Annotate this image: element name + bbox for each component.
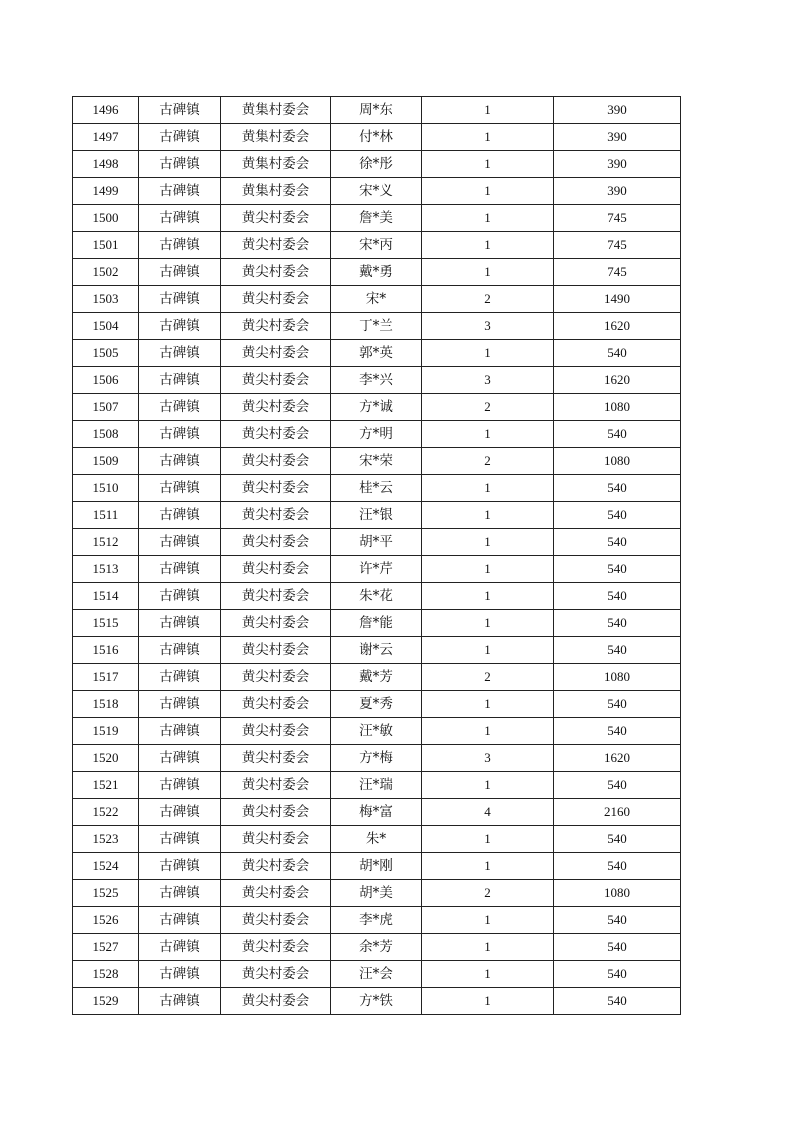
amount-cell: 540 <box>554 691 681 718</box>
village-committee-cell: 黄尖村委会 <box>221 232 331 259</box>
table-row <box>73 475 681 502</box>
amount-cell: 540 <box>554 583 681 610</box>
row-number-cell: 1518 <box>73 691 139 718</box>
row-number-cell: 1511 <box>73 502 139 529</box>
person-name-cell: 夏*秀 <box>331 691 422 718</box>
row-number-cell: 1527 <box>73 934 139 961</box>
village-committee-cell: 黄尖村委会 <box>221 907 331 934</box>
row-number-cell: 1496 <box>73 97 139 124</box>
person-count-cell: 1 <box>422 205 554 232</box>
person-count-cell: 1 <box>422 232 554 259</box>
amount-cell: 540 <box>554 961 681 988</box>
row-number-cell: 1500 <box>73 205 139 232</box>
amount-cell: 745 <box>554 232 681 259</box>
amount-cell: 540 <box>554 556 681 583</box>
person-name-cell: 桂*云 <box>331 475 422 502</box>
person-name-cell: 汪*敏 <box>331 718 422 745</box>
row-number-cell: 1501 <box>73 232 139 259</box>
person-count-cell: 1 <box>422 853 554 880</box>
town-cell: 古碑镇 <box>139 691 221 718</box>
amount-cell: 540 <box>554 475 681 502</box>
row-number-cell: 1522 <box>73 799 139 826</box>
person-name-cell: 梅*富 <box>331 799 422 826</box>
village-committee-cell: 黄尖村委会 <box>221 934 331 961</box>
amount-cell: 540 <box>554 988 681 1015</box>
person-count-cell: 1 <box>422 340 554 367</box>
village-committee-cell: 黄尖村委会 <box>221 313 331 340</box>
row-number-cell: 1499 <box>73 178 139 205</box>
town-cell: 古碑镇 <box>139 961 221 988</box>
table-row <box>73 286 681 313</box>
row-number-cell: 1498 <box>73 151 139 178</box>
amount-cell: 540 <box>554 340 681 367</box>
village-committee-cell: 黄尖村委会 <box>221 340 331 367</box>
amount-cell: 540 <box>554 610 681 637</box>
person-count-cell: 1 <box>422 259 554 286</box>
town-cell: 古碑镇 <box>139 772 221 799</box>
person-name-cell: 戴*芳 <box>331 664 422 691</box>
person-name-cell: 胡*平 <box>331 529 422 556</box>
town-cell: 古碑镇 <box>139 637 221 664</box>
table-row <box>73 367 681 394</box>
village-committee-cell: 黄尖村委会 <box>221 421 331 448</box>
village-committee-cell: 黄尖村委会 <box>221 718 331 745</box>
amount-cell: 540 <box>554 934 681 961</box>
village-committee-cell: 黄尖村委会 <box>221 367 331 394</box>
person-count-cell: 4 <box>422 799 554 826</box>
table-row <box>73 637 681 664</box>
row-number-cell: 1524 <box>73 853 139 880</box>
village-committee-cell: 黄尖村委会 <box>221 853 331 880</box>
person-name-cell: 戴*勇 <box>331 259 422 286</box>
person-name-cell: 方*明 <box>331 421 422 448</box>
town-cell: 古碑镇 <box>139 394 221 421</box>
person-count-cell: 3 <box>422 745 554 772</box>
person-name-cell: 许*芹 <box>331 556 422 583</box>
table-row <box>73 718 681 745</box>
table-row <box>73 421 681 448</box>
table-row <box>73 178 681 205</box>
table-row <box>73 259 681 286</box>
amount-cell: 1620 <box>554 313 681 340</box>
row-number-cell: 1510 <box>73 475 139 502</box>
village-committee-cell: 黄尖村委会 <box>221 259 331 286</box>
amount-cell: 390 <box>554 97 681 124</box>
table-row <box>73 556 681 583</box>
person-count-cell: 1 <box>422 421 554 448</box>
amount-cell: 540 <box>554 637 681 664</box>
amount-cell: 540 <box>554 502 681 529</box>
person-count-cell: 1 <box>422 502 554 529</box>
row-number-cell: 1526 <box>73 907 139 934</box>
person-name-cell: 方*诚 <box>331 394 422 421</box>
village-committee-cell: 黄尖村委会 <box>221 799 331 826</box>
person-name-cell: 方*梅 <box>331 745 422 772</box>
town-cell: 古碑镇 <box>139 286 221 313</box>
village-committee-cell: 黄尖村委会 <box>221 475 331 502</box>
amount-cell: 390 <box>554 178 681 205</box>
village-committee-cell: 黄尖村委会 <box>221 988 331 1015</box>
village-committee-cell: 黄尖村委会 <box>221 205 331 232</box>
person-name-cell: 朱*花 <box>331 583 422 610</box>
person-name-cell: 胡*刚 <box>331 853 422 880</box>
town-cell: 古碑镇 <box>139 799 221 826</box>
town-cell: 古碑镇 <box>139 124 221 151</box>
amount-cell: 1620 <box>554 367 681 394</box>
subsidy-table <box>72 96 681 1015</box>
table-row <box>73 610 681 637</box>
person-name-cell: 方*铁 <box>331 988 422 1015</box>
town-cell: 古碑镇 <box>139 529 221 556</box>
person-name-cell: 余*芳 <box>331 934 422 961</box>
town-cell: 古碑镇 <box>139 259 221 286</box>
person-count-cell: 1 <box>422 691 554 718</box>
table-row <box>73 880 681 907</box>
person-count-cell: 2 <box>422 880 554 907</box>
village-committee-cell: 黄尖村委会 <box>221 826 331 853</box>
amount-cell: 540 <box>554 421 681 448</box>
table-row <box>73 529 681 556</box>
table-row <box>73 583 681 610</box>
amount-cell: 745 <box>554 205 681 232</box>
row-number-cell: 1504 <box>73 313 139 340</box>
town-cell: 古碑镇 <box>139 448 221 475</box>
table-row <box>73 232 681 259</box>
person-name-cell: 宋*荣 <box>331 448 422 475</box>
town-cell: 古碑镇 <box>139 178 221 205</box>
amount-cell: 1080 <box>554 664 681 691</box>
person-name-cell: 徐*彤 <box>331 151 422 178</box>
table-row <box>73 394 681 421</box>
table-row <box>73 124 681 151</box>
village-committee-cell: 黄尖村委会 <box>221 745 331 772</box>
person-name-cell: 付*林 <box>331 124 422 151</box>
village-committee-cell: 黄尖村委会 <box>221 502 331 529</box>
village-committee-cell: 黄集村委会 <box>221 178 331 205</box>
amount-cell: 540 <box>554 529 681 556</box>
person-name-cell: 谢*云 <box>331 637 422 664</box>
town-cell: 古碑镇 <box>139 718 221 745</box>
village-committee-cell: 黄集村委会 <box>221 151 331 178</box>
person-count-cell: 1 <box>422 637 554 664</box>
row-number-cell: 1509 <box>73 448 139 475</box>
person-name-cell: 詹*能 <box>331 610 422 637</box>
village-committee-cell: 黄尖村委会 <box>221 664 331 691</box>
row-number-cell: 1520 <box>73 745 139 772</box>
row-number-cell: 1503 <box>73 286 139 313</box>
town-cell: 古碑镇 <box>139 475 221 502</box>
amount-cell: 1080 <box>554 448 681 475</box>
table-row <box>73 502 681 529</box>
town-cell: 古碑镇 <box>139 556 221 583</box>
village-committee-cell: 黄尖村委会 <box>221 691 331 718</box>
person-count-cell: 3 <box>422 367 554 394</box>
person-count-cell: 1 <box>422 178 554 205</box>
amount-cell: 540 <box>554 826 681 853</box>
village-committee-cell: 黄尖村委会 <box>221 961 331 988</box>
row-number-cell: 1505 <box>73 340 139 367</box>
amount-cell: 1080 <box>554 880 681 907</box>
amount-cell: 1080 <box>554 394 681 421</box>
town-cell: 古碑镇 <box>139 907 221 934</box>
town-cell: 古碑镇 <box>139 502 221 529</box>
person-name-cell: 朱* <box>331 826 422 853</box>
row-number-cell: 1517 <box>73 664 139 691</box>
person-count-cell: 1 <box>422 961 554 988</box>
amount-cell: 390 <box>554 151 681 178</box>
town-cell: 古碑镇 <box>139 340 221 367</box>
table-row <box>73 961 681 988</box>
person-count-cell: 1 <box>422 556 554 583</box>
row-number-cell: 1507 <box>73 394 139 421</box>
village-committee-cell: 黄集村委会 <box>221 97 331 124</box>
person-count-cell: 1 <box>422 934 554 961</box>
table-row <box>73 448 681 475</box>
person-count-cell: 1 <box>422 907 554 934</box>
person-name-cell: 周*东 <box>331 97 422 124</box>
town-cell: 古碑镇 <box>139 232 221 259</box>
row-number-cell: 1516 <box>73 637 139 664</box>
town-cell: 古碑镇 <box>139 97 221 124</box>
table-row <box>73 799 681 826</box>
amount-cell: 540 <box>554 907 681 934</box>
village-committee-cell: 黄尖村委会 <box>221 637 331 664</box>
person-name-cell: 胡*美 <box>331 880 422 907</box>
person-count-cell: 1 <box>422 97 554 124</box>
person-name-cell: 宋*丙 <box>331 232 422 259</box>
table-row <box>73 340 681 367</box>
person-count-cell: 1 <box>422 529 554 556</box>
table-row <box>73 205 681 232</box>
town-cell: 古碑镇 <box>139 205 221 232</box>
town-cell: 古碑镇 <box>139 880 221 907</box>
row-number-cell: 1519 <box>73 718 139 745</box>
person-name-cell: 汪*会 <box>331 961 422 988</box>
row-number-cell: 1525 <box>73 880 139 907</box>
amount-cell: 1490 <box>554 286 681 313</box>
table-row <box>73 988 681 1015</box>
person-count-cell: 1 <box>422 151 554 178</box>
town-cell: 古碑镇 <box>139 367 221 394</box>
town-cell: 古碑镇 <box>139 988 221 1015</box>
row-number-cell: 1502 <box>73 259 139 286</box>
person-count-cell: 1 <box>422 772 554 799</box>
table-row <box>73 97 681 124</box>
village-committee-cell: 黄尖村委会 <box>221 610 331 637</box>
person-name-cell: 汪*银 <box>331 502 422 529</box>
town-cell: 古碑镇 <box>139 583 221 610</box>
amount-cell: 2160 <box>554 799 681 826</box>
person-count-cell: 1 <box>422 610 554 637</box>
table-row <box>73 772 681 799</box>
amount-cell: 390 <box>554 124 681 151</box>
row-number-cell: 1508 <box>73 421 139 448</box>
row-number-cell: 1513 <box>73 556 139 583</box>
village-committee-cell: 黄尖村委会 <box>221 556 331 583</box>
person-count-cell: 3 <box>422 313 554 340</box>
town-cell: 古碑镇 <box>139 745 221 772</box>
table-row <box>73 664 681 691</box>
row-number-cell: 1528 <box>73 961 139 988</box>
town-cell: 古碑镇 <box>139 151 221 178</box>
table-row <box>73 907 681 934</box>
person-name-cell: 汪*瑞 <box>331 772 422 799</box>
town-cell: 古碑镇 <box>139 934 221 961</box>
row-number-cell: 1529 <box>73 988 139 1015</box>
town-cell: 古碑镇 <box>139 313 221 340</box>
town-cell: 古碑镇 <box>139 853 221 880</box>
town-cell: 古碑镇 <box>139 826 221 853</box>
village-committee-cell: 黄尖村委会 <box>221 394 331 421</box>
amount-cell: 745 <box>554 259 681 286</box>
person-count-cell: 1 <box>422 583 554 610</box>
amount-cell: 540 <box>554 718 681 745</box>
row-number-cell: 1497 <box>73 124 139 151</box>
person-name-cell: 丁*兰 <box>331 313 422 340</box>
person-count-cell: 1 <box>422 718 554 745</box>
row-number-cell: 1515 <box>73 610 139 637</box>
table-row <box>73 313 681 340</box>
person-count-cell: 2 <box>422 664 554 691</box>
table-row <box>73 853 681 880</box>
row-number-cell: 1521 <box>73 772 139 799</box>
person-name-cell: 李*兴 <box>331 367 422 394</box>
row-number-cell: 1506 <box>73 367 139 394</box>
table-row <box>73 826 681 853</box>
table-row <box>73 745 681 772</box>
row-number-cell: 1514 <box>73 583 139 610</box>
village-committee-cell: 黄尖村委会 <box>221 286 331 313</box>
person-count-cell: 1 <box>422 475 554 502</box>
village-committee-cell: 黄尖村委会 <box>221 448 331 475</box>
village-committee-cell: 黄尖村委会 <box>221 772 331 799</box>
person-count-cell: 1 <box>422 124 554 151</box>
table-row <box>73 691 681 718</box>
village-committee-cell: 黄尖村委会 <box>221 880 331 907</box>
table-body <box>73 97 681 1015</box>
amount-cell: 540 <box>554 853 681 880</box>
town-cell: 古碑镇 <box>139 421 221 448</box>
person-count-cell: 2 <box>422 286 554 313</box>
person-name-cell: 李*虎 <box>331 907 422 934</box>
person-name-cell: 詹*美 <box>331 205 422 232</box>
table-row <box>73 151 681 178</box>
amount-cell: 1620 <box>554 745 681 772</box>
row-number-cell: 1512 <box>73 529 139 556</box>
town-cell: 古碑镇 <box>139 610 221 637</box>
person-name-cell: 宋*义 <box>331 178 422 205</box>
village-committee-cell: 黄尖村委会 <box>221 529 331 556</box>
person-name-cell: 宋* <box>331 286 422 313</box>
amount-cell: 540 <box>554 772 681 799</box>
person-name-cell: 郭*英 <box>331 340 422 367</box>
town-cell: 古碑镇 <box>139 664 221 691</box>
person-count-cell: 1 <box>422 988 554 1015</box>
person-count-cell: 2 <box>422 448 554 475</box>
village-committee-cell: 黄尖村委会 <box>221 583 331 610</box>
table-row <box>73 934 681 961</box>
row-number-cell: 1523 <box>73 826 139 853</box>
person-count-cell: 2 <box>422 394 554 421</box>
village-committee-cell: 黄集村委会 <box>221 124 331 151</box>
person-count-cell: 1 <box>422 826 554 853</box>
